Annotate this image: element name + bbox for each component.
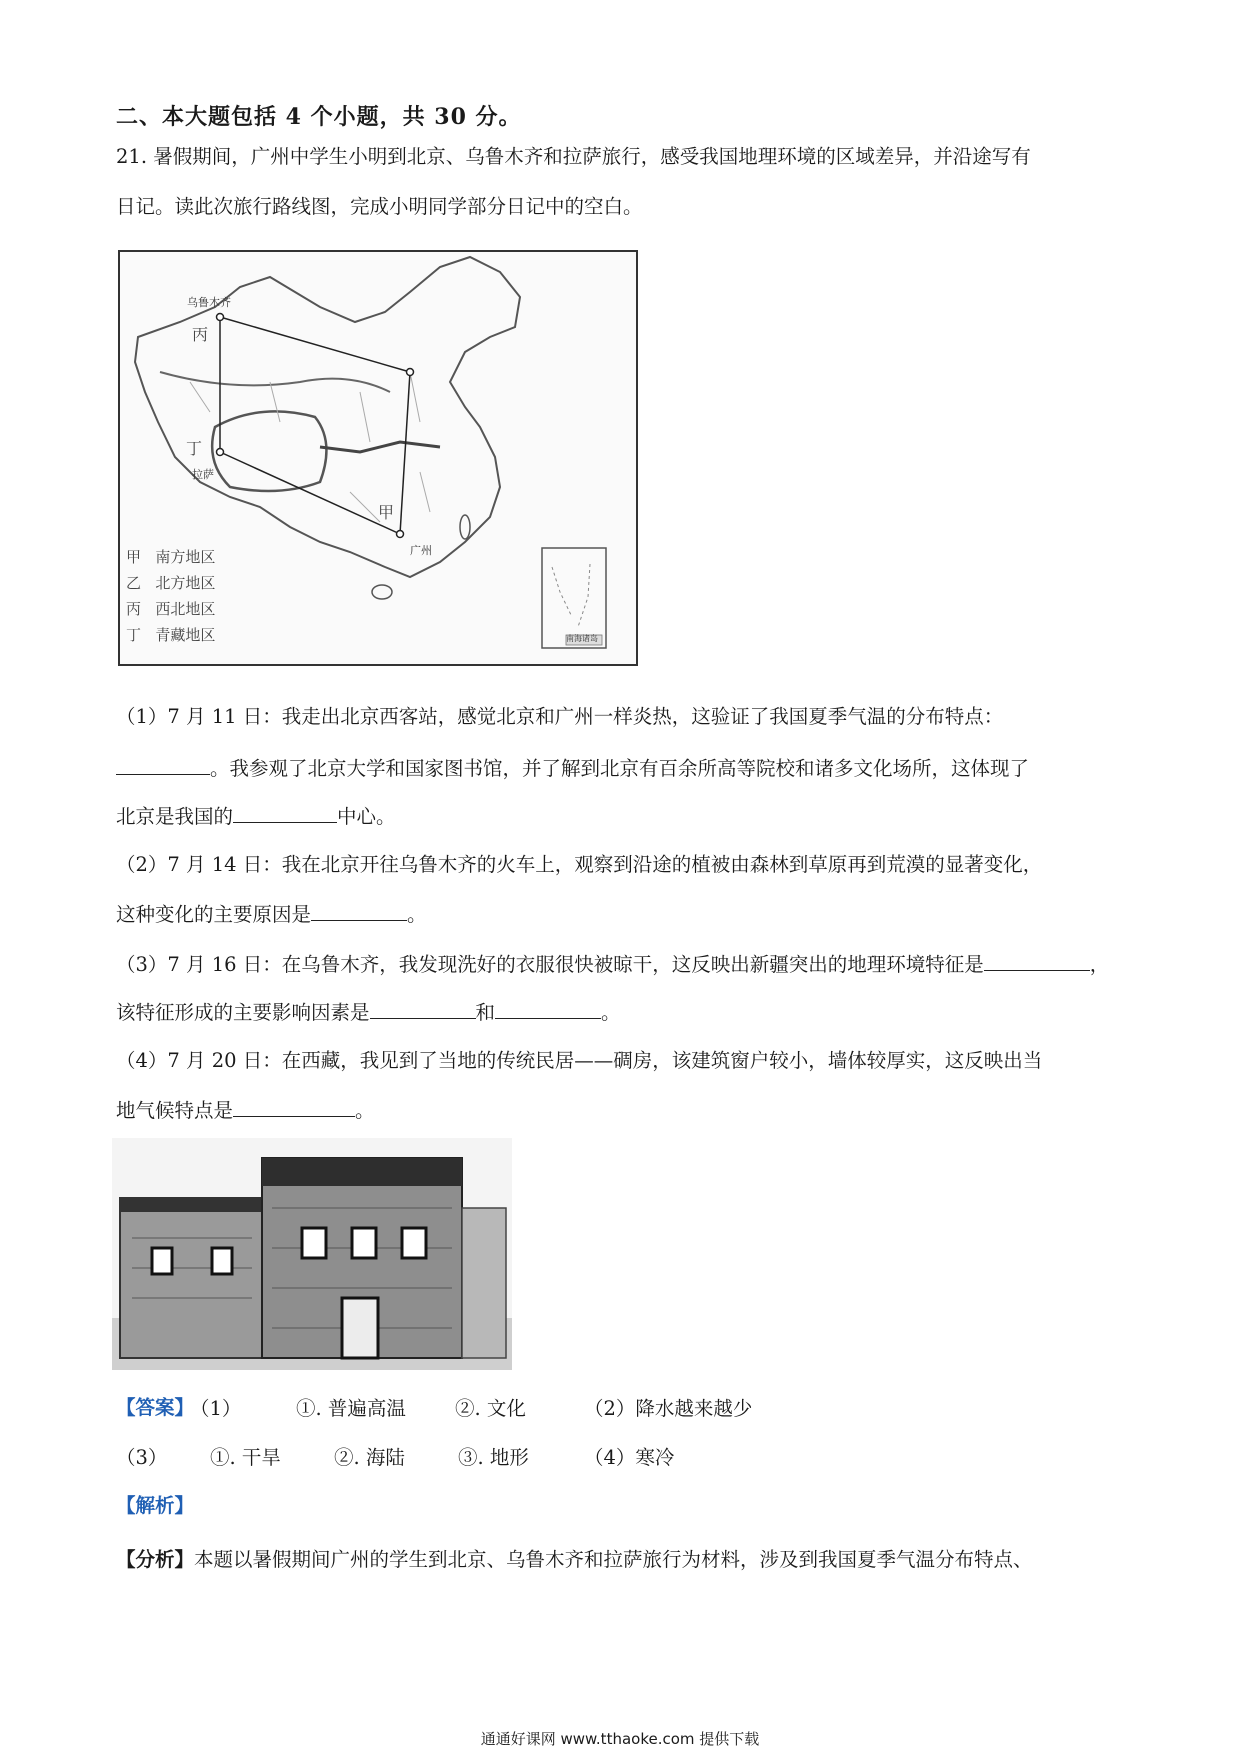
tibetan-house-photo: [112, 1138, 512, 1370]
region-label-ding: 丁: [186, 439, 203, 458]
part-4-line-b: 地气候特点是 。: [116, 1094, 375, 1126]
city-dot-beijing: [407, 369, 414, 376]
route-lhasa-guangzhou: [220, 452, 400, 534]
question-line-2: 日记。读此次旅行路线图，完成小明同学部分日记中的空白。: [116, 195, 643, 218]
answer-blank[interactable]: [116, 752, 210, 775]
region-label-jia: 甲: [378, 503, 395, 522]
part-1-line-a: （1）7 月 11 日：我走出北京西客站，感觉北京和广州一样炎热，这验证了我国夏季气温的分布特点：: [116, 705, 1004, 728]
part-3-line-a: （3）7 月 16 日：在乌鲁木齐，我发现洗好的衣服很快被晾干，这反映出新疆突出的地理环境特征是 ，: [116, 948, 1109, 980]
answer-3-1: ①. 干旱: [210, 1446, 281, 1469]
answer-row-1: [116, 1393, 194, 1423]
city-dot-lhasa: [217, 449, 224, 456]
city-dot-urumqi: [217, 314, 224, 321]
answer-blank[interactable]: [495, 996, 601, 1019]
part-1-line-b: 。我参观了北京大学和国家图书馆，并了解到北京有百余所高等院校和诸多文化场所，这体现了: [116, 752, 1029, 784]
answer-3-3: ③. 地形: [458, 1446, 529, 1469]
answer-part-3-label: （3）: [116, 1446, 168, 1469]
route-urumqi-beijing: [220, 317, 410, 372]
qinling-huaihe-line: [320, 442, 440, 452]
legend-row-bing: 丙 西北地区: [126, 600, 216, 618]
answer-3-2: ②. 海陆: [334, 1446, 405, 1469]
answer-1-2: ②. 文化: [455, 1397, 526, 1420]
legend-row-yi: 乙 北方地区: [126, 574, 216, 592]
route-map: [118, 250, 638, 666]
route-beijing-guangzhou: [400, 372, 410, 534]
answer-tag: 【答案】: [116, 1396, 195, 1419]
answer-part-2: （2）降水越来越少: [584, 1397, 753, 1420]
answer-blank[interactable]: [984, 948, 1090, 971]
legend-row-jia: 甲 南方地区: [126, 548, 216, 566]
analysis-text: 【分析】本题以暑假期间广州的学生到北京、乌鲁木齐和拉萨旅行为材料，涉及到我国夏季气温分布特点、: [116, 1548, 1033, 1571]
region-divide-tibet: [212, 411, 326, 491]
answer-blank[interactable]: [311, 898, 407, 921]
city-label-lhasa: 拉萨: [192, 468, 214, 481]
inset-label: 南海诸岛: [566, 634, 598, 643]
section-heading: 二、本大题包括 4 个小题，共 30 分。: [116, 104, 522, 130]
legend-row-ding: 丁 青藏地区: [126, 626, 216, 644]
city-dot-guangzhou: [397, 531, 404, 538]
question-line-1: 21. 暑假期间，广州中学生小明到北京、乌鲁木齐和拉萨旅行，感受我国地理环境的区域差异，并沿途写有: [116, 145, 1031, 168]
part-2-line-b: 这种变化的主要原因是 。: [116, 898, 427, 930]
answer-part-4: （4）寒冷: [584, 1446, 675, 1469]
city-label-guangzhou: 广州: [410, 544, 432, 557]
page-footer: 通通好课网 www.tthaoke.com 提供下载: [480, 1730, 760, 1748]
hainan-island: [372, 585, 392, 599]
part-2-line-a: （2）7 月 14 日：我在北京开往乌鲁木齐的火车上，观察到沿途的植被由森林到草原再到荒漠的显著变化，: [116, 853, 1043, 876]
taiwan-island: [460, 515, 470, 539]
part-3-line-b: 该特征形成的主要影响因素是 和 。: [116, 996, 621, 1028]
answer-blank[interactable]: [370, 996, 476, 1019]
answer-blank[interactable]: [233, 1094, 355, 1117]
answer-part-1-label: （1）: [190, 1397, 242, 1420]
analysis-heading: 【解析】: [116, 1494, 195, 1517]
region-label-bing: 丙: [192, 325, 209, 344]
answer-blank[interactable]: [233, 800, 337, 823]
answer-1-1: ①. 普遍高温: [296, 1397, 406, 1420]
city-label-urumqi: 乌鲁木齐: [187, 296, 231, 309]
part-1-line-c: 北京是我国的 中心。: [116, 800, 396, 832]
part-4-line-a: （4）7 月 20 日：在西藏，我见到了当地的传统民居——碉房，该建筑窗户较小，墙体较厚实，这反映出当: [116, 1049, 1043, 1072]
